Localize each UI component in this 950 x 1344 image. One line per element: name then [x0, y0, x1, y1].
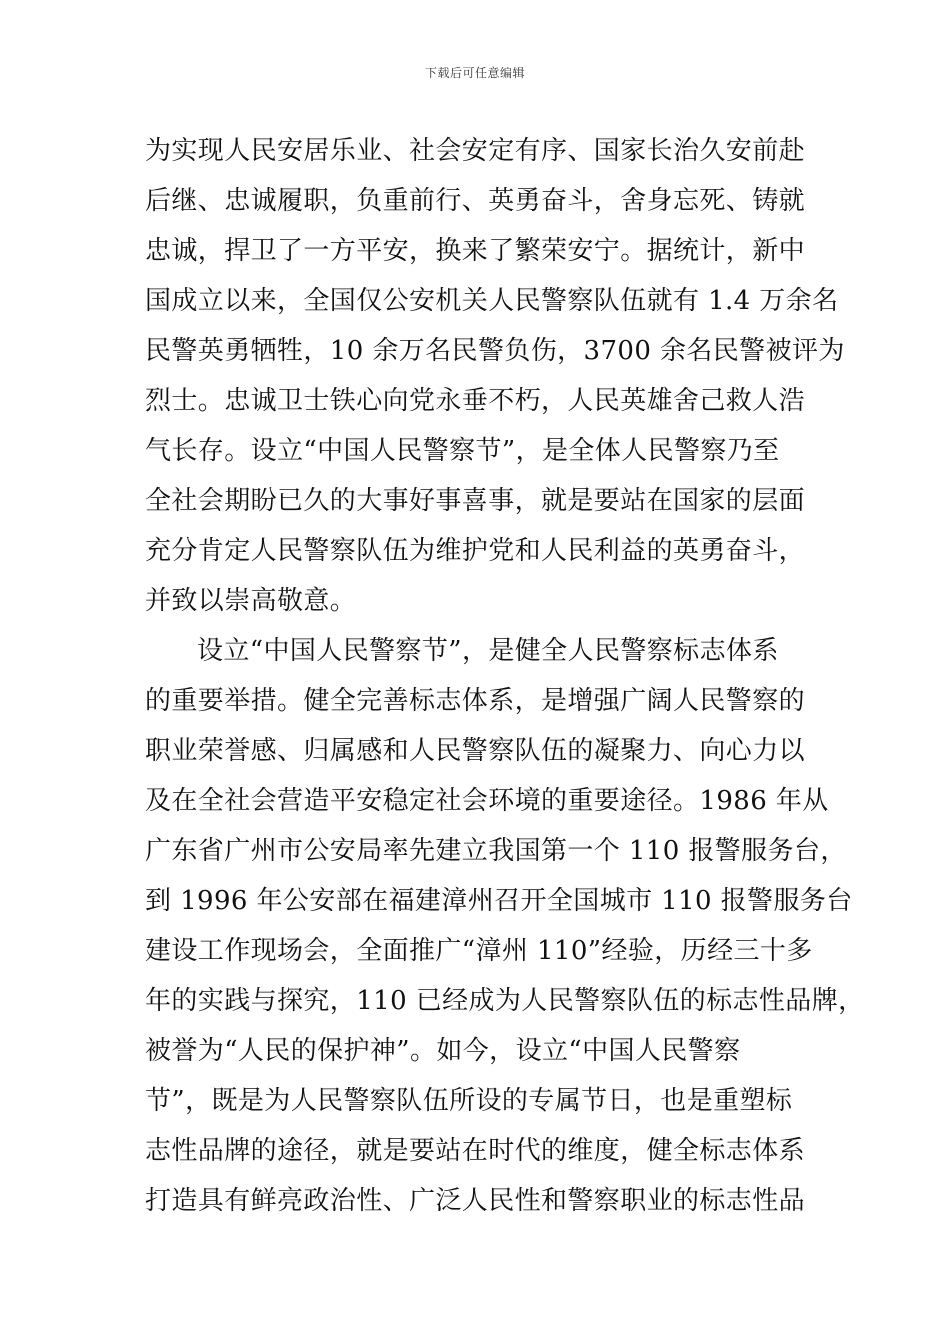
text-line: 职业荣誉感、归属感和人民警察队伍的凝聚力、向心力以: [145, 736, 806, 766]
text-line: 的重要举措。健全完善标志体系，是增强广阔人民警察的: [145, 686, 806, 716]
text-line: 充分肯定人民警察队伍为维护党和人民利益的英勇奋斗，: [145, 536, 806, 566]
text-line: 节”，既是为人民警察队伍所设的专属节日，也是重塑标: [145, 1086, 793, 1116]
document-body: [145, 126, 865, 1226]
text-line: 打造具有鲜亮政治性、广泛人民性和警察职业的标志性品: [145, 1186, 806, 1216]
text-line: 及在全社会营造平安稳定社会环境的重要途径。1986 年从: [145, 786, 829, 816]
text-line: 烈士。忠诚卫士铁心向党永垂不朽，人民英雄舍己救人浩: [145, 386, 806, 416]
text-line: 建设工作现场会，全面推广“漳州 110”经验，历经三十多: [145, 936, 813, 966]
text-line: 志性品牌的途径，就是要站在时代的维度，健全标志体系: [145, 1136, 806, 1166]
text-line: 气长存。设立“中国人民警察节”，是全体人民警察乃至: [145, 436, 780, 466]
text-line: 为实现人民安居乐业、社会安定有序、国家长治久安前赴: [145, 136, 806, 166]
text-line: 国成立以来，全国仅公安机关人民警察队伍就有 1.4 万余名: [145, 286, 839, 316]
text-line: 广东省广州市公安局率先建立我国第一个 110 报警服务台，: [145, 836, 847, 866]
page-header: 下载后可任意编辑: [424, 66, 525, 80]
text-line: 被誉为“人民的保护神”。如今，设立“中国人民警察: [145, 1036, 741, 1066]
text-line: 全社会期盼已久的大事好事喜事，就是要站在国家的层面: [145, 486, 806, 516]
text-line: 并致以崇高敬意。: [145, 586, 357, 616]
text-line: 忠诚，捍卫了一方平安，换来了繁荣安宁。据统计，新中: [145, 236, 806, 266]
text-line: 到 1996 年公安部在福建漳州召开全国城市 110 报警服务台: [145, 886, 853, 916]
text-line: 民警英勇牺牲，10 余万名民警负伤，3700 余名民警被评为: [145, 336, 845, 366]
text-line: 后继、忠诚履职，负重前行、英勇奋斗，舍身忘死、铸就: [145, 186, 806, 216]
text-line: 年的实践与探究，110 已经成为人民警察队伍的标志性品牌，: [145, 986, 865, 1016]
paragraph-start-line: 设立“中国人民警察节”，是健全人民警察标志体系: [197, 636, 779, 666]
